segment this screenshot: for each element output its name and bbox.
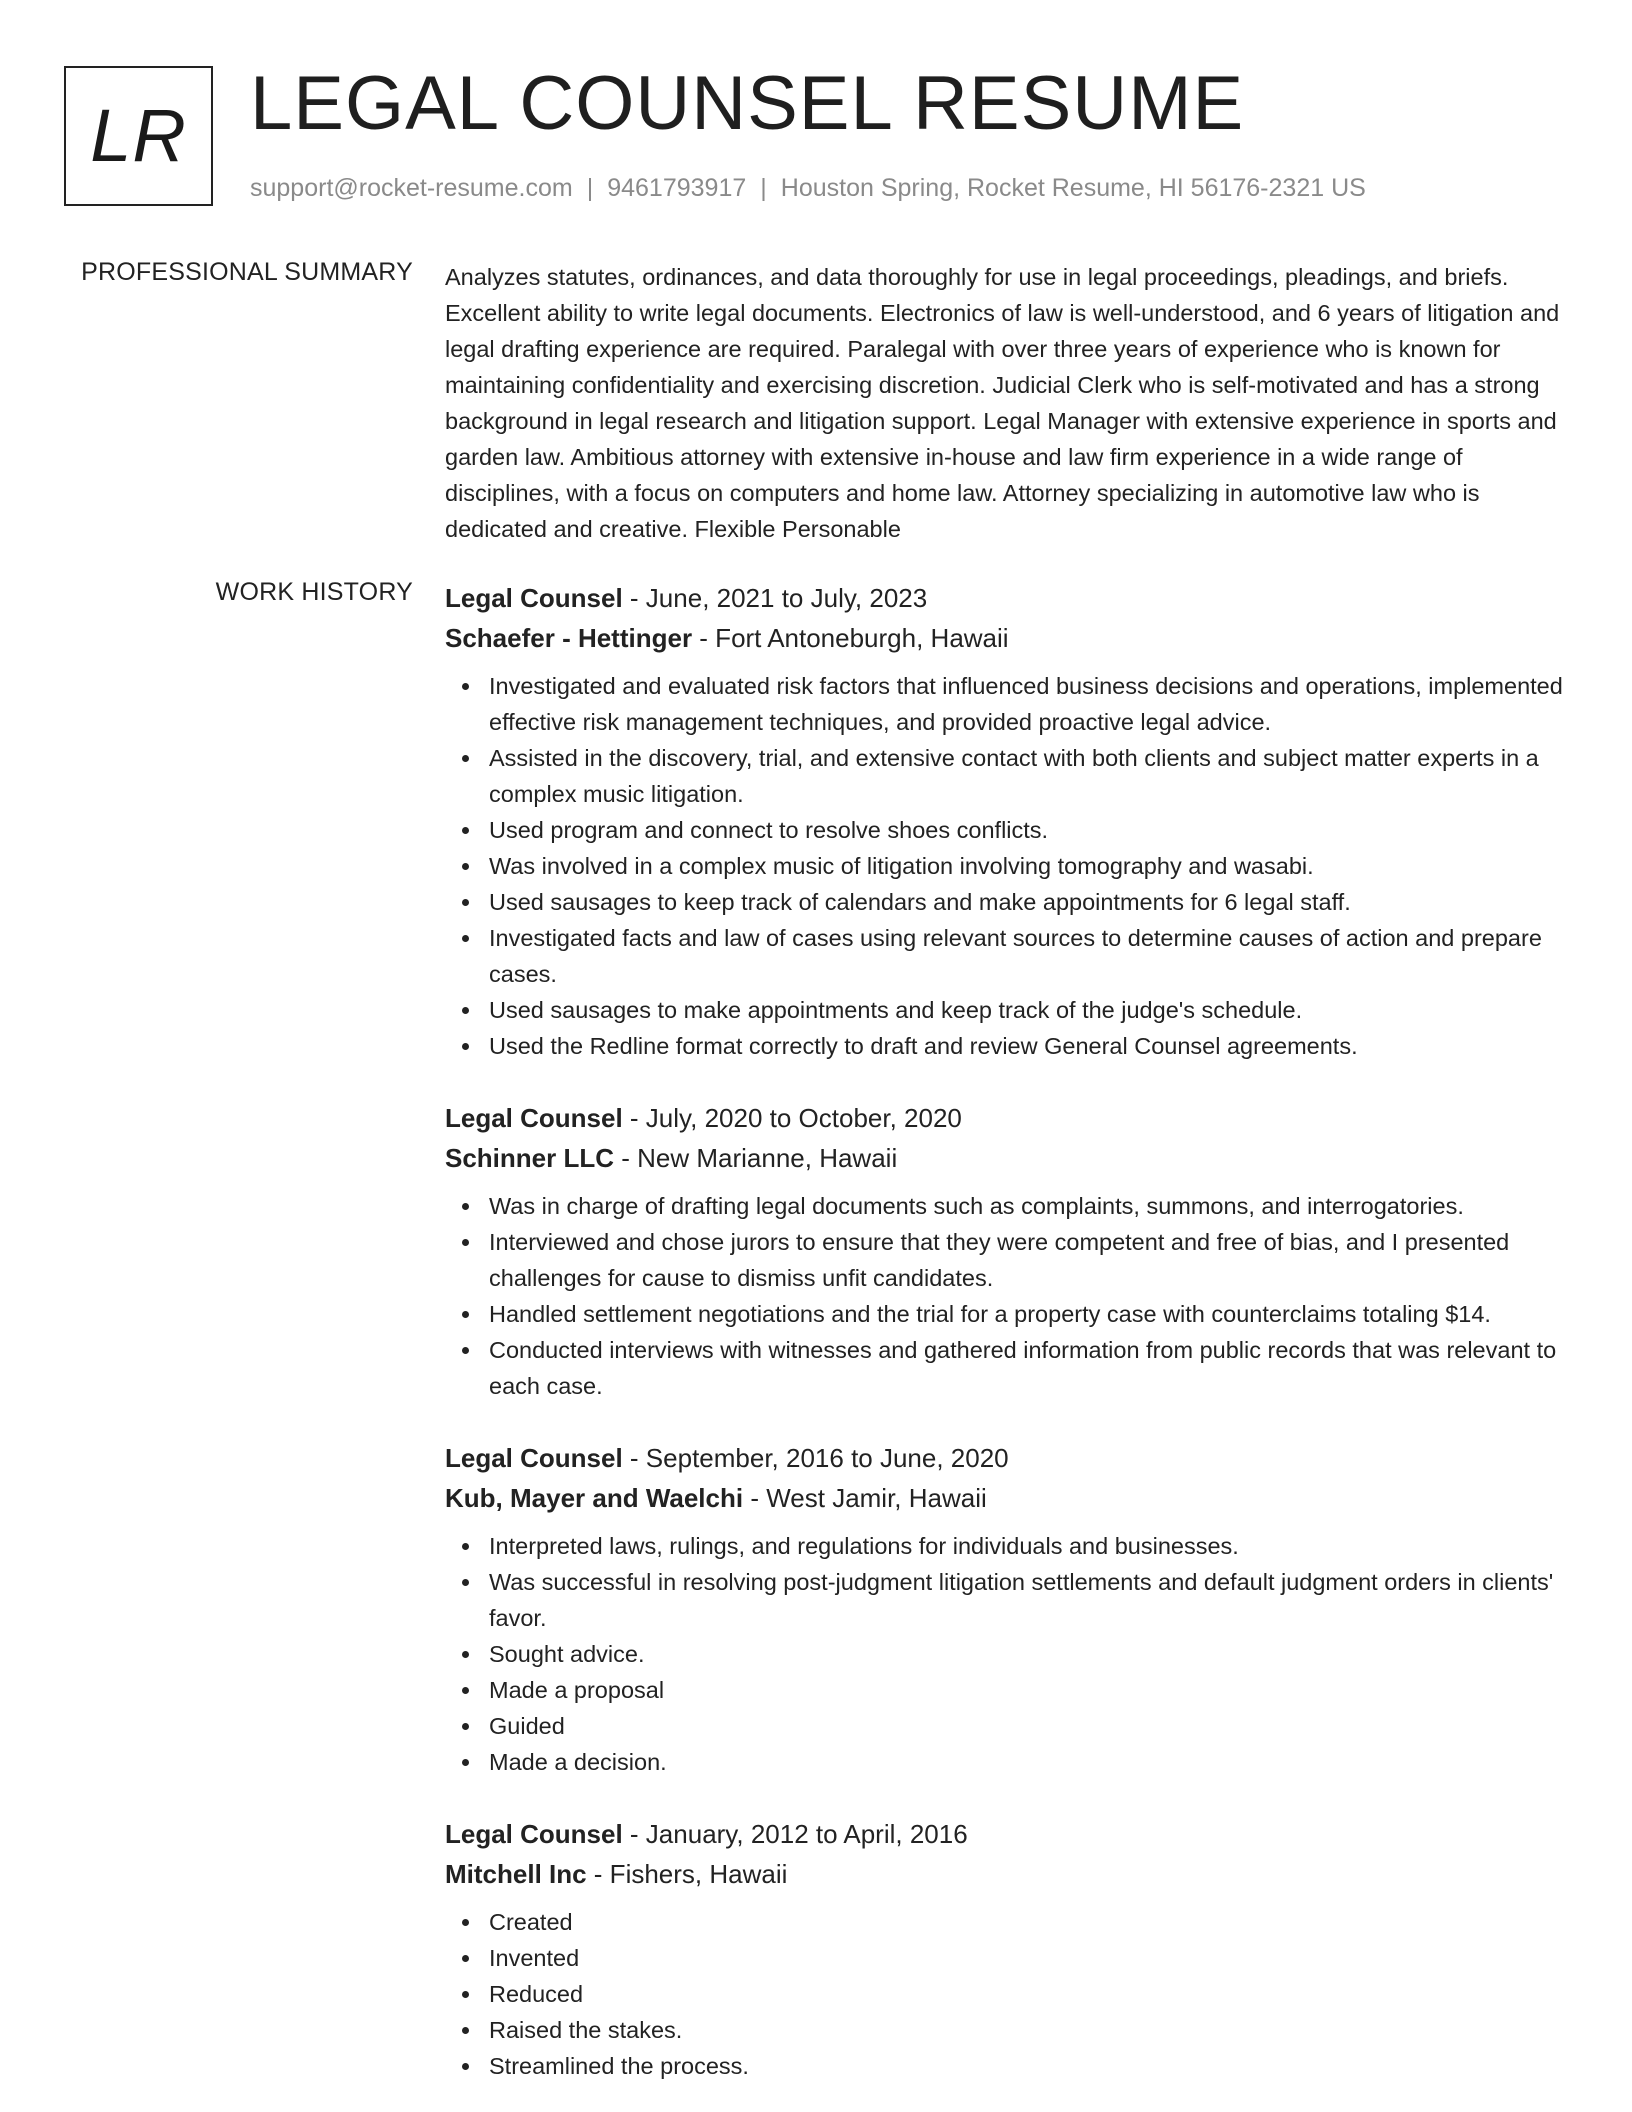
job-title: Legal Counsel [445,1103,623,1133]
work-history-list [445,578,1570,2084]
job-location: - Fort Antoneburgh, Hawaii [692,623,1009,653]
job-location: - New Marianne, Hawaii [614,1143,898,1173]
contact-phone: 9461793917 [607,174,747,202]
job-bullet: Used program and connect to resolve shoes conflicts. [489,812,1570,848]
job-company: Schinner LLC [445,1143,615,1173]
contact-separator: | [760,174,767,202]
job-entry [445,578,1570,1064]
job-company: Mitchell Inc [445,1859,587,1889]
job-company: Schaefer - Hettinger [445,623,693,653]
job-bullet: Guided [489,1708,1570,1744]
job-bullets [445,1528,1570,1780]
job-bullet: Streamlined the process. [489,2048,1570,2084]
job-dates: - September, 2016 to June, 2020 [622,1443,1009,1473]
job-bullet: Interviewed and chose jurors to ensure that they were competent and free of bias, and I presented challenges for cause to dismiss unfit candidates. [489,1224,1570,1296]
job-company-line [445,1854,1570,1894]
job-bullet: Was involved in a complex music of litigation involving tomography and wasabi. [489,848,1570,884]
job-location: - West Jamir, Hawaii [743,1483,987,1513]
job-bullet: Used sausages to keep track of calendars and make appointments for 6 legal staff. [489,884,1570,920]
job-title-line [445,1814,1570,1854]
professional-summary-text: Analyzes statutes, ordinances, and data thoroughly for use in legal proceedings, pleadings, and briefs. Excellent ability to write legal documents. Electronics of law is well-understood, and 6 years of litigation and legal drafting experience are required. Paralegal with over three years of experience who is known for maintaining confidentiality and exercising discretion. Judicial Clerk who is self-motivated and has a strong background in legal research and litigation support. Legal Manager with extensive experience in sports and garden law. Ambitious attorney with extensive in-house and law firm experience in a wide range of disciplines, with a focus on computers and home law. Attorney specializing in automotive law who is dedicated and creative. Flexible Personable [445,264,1560,542]
job-company-line [445,618,1570,658]
job-bullets [445,1188,1570,1404]
job-bullet: Invented [489,1940,1570,1976]
job-bullet: Sought advice. [489,1636,1570,1672]
monogram-logo [64,66,213,206]
job-bullet: Made a proposal [489,1672,1570,1708]
section-label-professional-summary: PROFESSIONAL SUMMARY [81,258,413,286]
job-bullets [445,1904,1570,2084]
job-dates: - June, 2021 to July, 2023 [622,583,928,613]
job-bullet: Used sausages to make appointments and keep track of the judge's schedule. [489,992,1570,1028]
job-dates: - January, 2012 to April, 2016 [622,1819,968,1849]
job-bullet: Used the Redline format correctly to draft and review General Counsel agreements. [489,1028,1570,1064]
job-bullet: Assisted in the discovery, trial, and extensive contact with both clients and subject matter experts in a complex music litigation. [489,740,1570,812]
job-entry [445,1098,1570,1404]
job-location: - Fishers, Hawaii [586,1859,788,1889]
job-entry [445,1814,1570,2084]
job-bullet: Interpreted laws, rulings, and regulations for individuals and businesses. [489,1528,1570,1564]
job-title-line [445,1098,1570,1138]
job-bullet: Conducted interviews with witnesses and gathered information from public records that was relevant to each case. [489,1332,1570,1404]
job-bullet: Raised the stakes. [489,2012,1570,2048]
job-bullet: Created [489,1904,1570,1940]
job-bullet: Was in charge of drafting legal documents such as complaints, summons, and interrogatories. [489,1188,1570,1224]
job-company: Kub, Mayer and Waelchi [445,1483,744,1513]
job-company-line [445,1478,1570,1518]
job-bullet: Handled settlement negotiations and the trial for a property case with counterclaims totaling $14. [489,1296,1570,1332]
job-bullet: Investigated facts and law of cases using relevant sources to determine causes of action and prepare cases. [489,920,1570,992]
job-title: Legal Counsel [445,1443,623,1473]
job-title: Legal Counsel [445,583,623,613]
contact-email: support@rocket-resume.com [250,174,573,202]
job-title-line [445,578,1570,618]
job-bullet: Was successful in resolving post-judgment litigation settlements and default judgment orders in clients' favor. [489,1564,1570,1636]
job-bullet: Investigated and evaluated risk factors that influenced business decisions and operations, implemented effective risk management techniques, and provided proactive legal advice. [489,668,1570,740]
contact-address: Houston Spring, Rocket Resume, HI 56176-2321 US [780,174,1366,202]
resume-title: LEGAL COUNSEL RESUME [250,61,1245,146]
contact-separator: | [586,174,594,202]
job-title: Legal Counsel [445,1819,623,1849]
job-entry [445,1438,1570,1780]
job-dates: - July, 2020 to October, 2020 [622,1103,962,1133]
monogram-initials: LR [90,94,187,177]
section-label-work-history: WORK HISTORY [215,578,413,606]
contact-line [250,174,1366,203]
job-bullets [445,668,1570,1064]
job-bullet: Reduced [489,1976,1570,2012]
job-title-line [445,1438,1570,1478]
job-company-line [445,1138,1570,1178]
job-bullet: Made a decision. [489,1744,1570,1780]
